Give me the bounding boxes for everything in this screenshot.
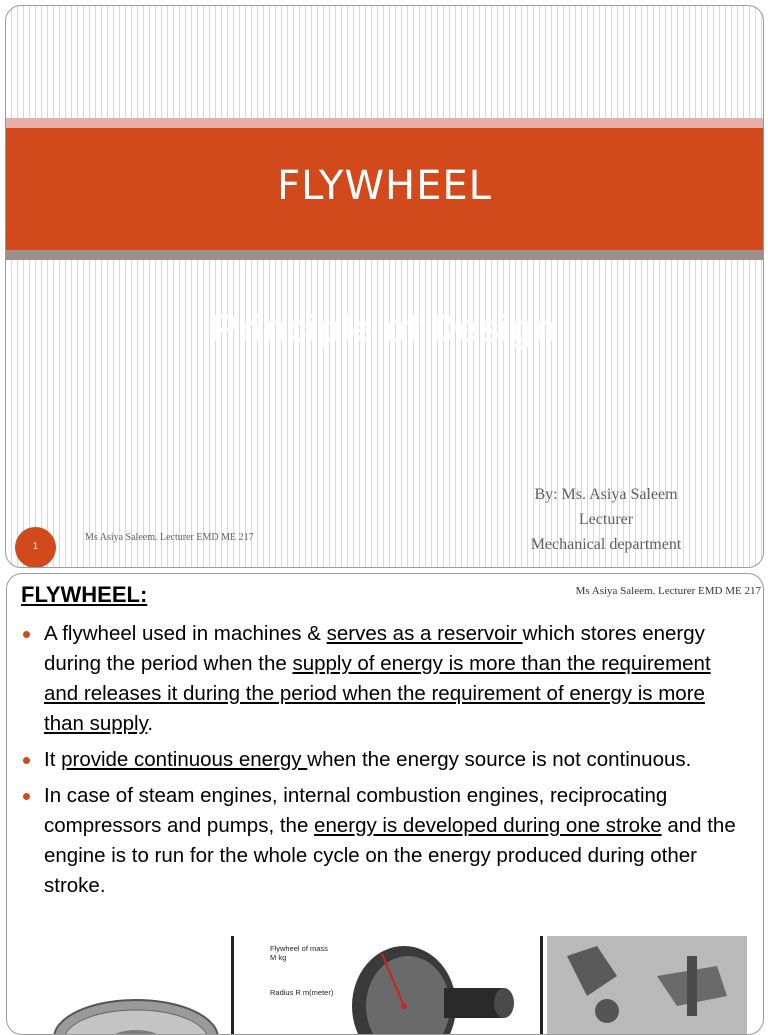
figure-row (7, 936, 763, 1035)
flywheel-diagram-drawing (334, 936, 534, 1035)
accent-band-bottom (6, 250, 763, 260)
author-byline (496, 482, 716, 557)
slide-footer: Ms Asiya Saleem. Lecturer EMD ME 217 (85, 532, 254, 543)
bullet-text: when the energy source is not continuous. (307, 748, 692, 771)
author-name: By: Ms. Asiya Saleem (534, 486, 678, 503)
bullet-text: and the engine is to run for the whole cycle on the energy produced during other stroke. (44, 814, 736, 897)
underlined-phrase: serves as a reservoir (326, 622, 523, 645)
title-slide (5, 5, 764, 568)
underlined-phrase: energy is developed during one stroke (314, 814, 662, 837)
author-title: Lecturer (578, 511, 634, 528)
bullet-item (21, 619, 749, 739)
underlined-phrase: provide continuous energy (61, 748, 308, 771)
flywheel-diagram (231, 936, 543, 1035)
slide-subtitle: Principle of Design (212, 308, 557, 350)
slide-footer: Ms Asiya Saleem. Lecturer EMD ME 217 (575, 585, 761, 597)
slide-title: FLYWHEEL (277, 163, 492, 209)
bullet-text: . (147, 712, 154, 735)
page-number-badge: 1 (15, 527, 56, 568)
radius-label: Radius R m(meter) (270, 988, 334, 997)
bullet-dot-icon (23, 631, 30, 638)
bullet-dot-icon (23, 793, 30, 800)
bullet-list (21, 619, 749, 907)
bullet-text: In case of steam engines, internal combustion engines, reciprocating compressors and pumps, the (44, 784, 668, 837)
bullet-text: which stores energy during the period when the (44, 622, 705, 675)
mass-label: Flywheel of mass M kg (270, 944, 328, 962)
engine-photo (547, 936, 747, 1035)
bullet-text: A flywheel used in machines & (44, 622, 327, 645)
bullet-item (21, 745, 749, 775)
bullet-dot-icon (23, 757, 30, 764)
author-department: Mechanical department (530, 536, 682, 553)
content-slide (6, 573, 764, 1035)
underlined-phrase: supply of energy is more than the requirement and releases it during the period when the requirement of energy is more than supply (44, 652, 711, 735)
bullet-item (21, 781, 749, 901)
slide-heading: FLYWHEEL: (21, 582, 148, 607)
accent-band-top (6, 118, 763, 128)
flywheel-photo (41, 976, 231, 1035)
bullet-text: It (44, 748, 62, 771)
